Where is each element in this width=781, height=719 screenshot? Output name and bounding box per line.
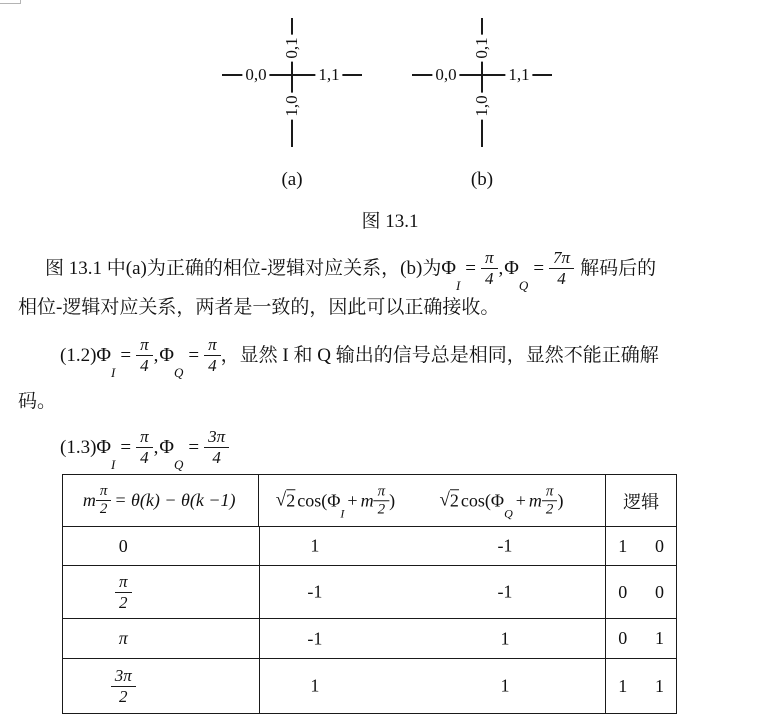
fraction: $\frac{\pi}{4}$ <box>204 335 221 375</box>
fraction: $\frac{7\pi}{4}$ <box>549 248 574 288</box>
cell-phase: π <box>63 619 260 658</box>
close-paren: ) <box>557 490 564 510</box>
cos-q-value: -1 <box>497 535 513 556</box>
paragraph-2-line-1 <box>60 332 659 381</box>
constellation-diagram-a <box>212 12 372 152</box>
equals-sign: = <box>188 344 200 366</box>
fraction: $\frac{\pi}{4}$ <box>136 427 153 467</box>
fraction: $\frac{\pi}{2}$ <box>96 483 112 519</box>
fraction: $\frac{\pi}{4}$ <box>481 248 498 288</box>
comma: , <box>498 257 504 279</box>
axis-label-left: 0,0 <box>242 65 269 85</box>
phi-symbol: Φ <box>441 257 456 279</box>
cell-logic: 0 0 <box>618 581 665 602</box>
cos-q-value: 1 <box>500 628 510 648</box>
cos-i-value: 1 <box>310 675 320 696</box>
cell-cos-values <box>260 659 607 713</box>
table-header-row <box>63 475 676 526</box>
cell-logic: 0 1 <box>618 628 665 648</box>
cell-phase <box>63 659 260 713</box>
phi-symbol: Φ <box>504 257 519 279</box>
sqrt-symbol: √ <box>275 489 287 511</box>
cos-i-value: -1 <box>307 581 323 602</box>
item-number: (1.3) <box>60 436 97 458</box>
equals-sign: = <box>120 344 132 366</box>
axis-label-bottom: 1,0 <box>472 92 492 119</box>
axis-label-right: 1,1 <box>315 65 342 85</box>
formula-phi-i-pi4 <box>441 247 574 294</box>
table-row <box>63 658 676 713</box>
subscript-i: I <box>111 365 116 381</box>
paragraph-text: ，显然 I 和 Q 输出的信号总是相同，显然不能正确解 <box>220 344 659 366</box>
equals-sign: = <box>188 436 200 458</box>
paragraph-3-line-1 <box>60 424 229 473</box>
header-cell-phase-diff <box>63 475 259 526</box>
axis-label-left: 0,0 <box>432 65 459 85</box>
phi-symbol: Φ <box>96 436 112 458</box>
plus-sign: + <box>515 490 526 510</box>
fraction: $\frac{3\pi}{4}$ <box>204 427 229 467</box>
cell-cos-values <box>260 566 607 618</box>
subscript-q: Q <box>174 457 184 473</box>
cos-text: cos( <box>460 490 491 510</box>
axis-label-top: 0,1 <box>282 34 302 61</box>
phi-symbol: Φ <box>159 344 174 366</box>
sqrt-symbol: √ <box>439 489 450 511</box>
header-formula-cos-i: √ 2 cos( Φ I + m $\frac{\pi}{2}$ ) <box>275 482 396 521</box>
table-row <box>63 618 676 658</box>
subscript-i: I <box>111 457 116 473</box>
table-row <box>63 526 676 565</box>
paragraph-text: 解码后的 <box>580 257 657 279</box>
close-paren: ) <box>389 490 396 510</box>
header-cell-cos-outputs <box>259 475 606 526</box>
plus-sign: + <box>347 490 358 510</box>
comma: , <box>153 344 159 366</box>
cos-q-value: 1 <box>500 675 510 696</box>
table-row <box>63 565 676 618</box>
fraction: $\frac{\pi}{4}$ <box>136 335 153 375</box>
cell-cos-values <box>260 619 607 658</box>
paragraph-1-line-2 <box>18 284 499 330</box>
constellation-diagram-b <box>402 12 562 152</box>
diagram-b-caption: (b) <box>470 169 494 190</box>
subscript-i: I <box>340 506 345 521</box>
formula-phi-i-phi-q <box>96 426 229 473</box>
cell-logic: 1 1 <box>618 675 665 696</box>
paragraph-text: 码。 <box>18 390 57 412</box>
fraction: $\frac{\pi}{2}$ <box>542 483 558 519</box>
item-number: (1.2) <box>60 344 97 366</box>
figure-caption: 图 13.1 <box>361 211 419 232</box>
phi-symbol: Φ <box>327 490 341 510</box>
axis-label-top: 0,1 <box>472 34 492 61</box>
fraction: $\frac{\pi}{2}$ <box>115 572 132 612</box>
cell-phase: 0 <box>63 527 260 565</box>
subscript-q: Q <box>504 506 513 521</box>
phi-symbol: Φ <box>96 344 112 366</box>
phi-symbol: Φ <box>159 436 174 458</box>
cos-i-value: 1 <box>310 535 320 556</box>
cell-phase <box>63 566 260 618</box>
comma: , <box>153 436 159 458</box>
equals-sign: = <box>465 257 477 279</box>
cell-logic: 1 0 <box>618 535 665 556</box>
header-formula-phase: m $\frac{\pi}{2}$ = θ(k) − θ(k −1) <box>82 482 236 517</box>
subscript-i: I <box>455 278 461 294</box>
cell-cos-values <box>260 527 607 565</box>
header-cell-logic: 逻辑 <box>623 491 660 512</box>
cos-i-value: -1 <box>307 628 323 648</box>
axis-label-bottom: 1,0 <box>282 92 302 119</box>
phi-symbol: Φ <box>490 490 505 510</box>
paragraph-2-line-2 <box>18 378 56 424</box>
cos-text: cos( <box>297 490 328 510</box>
fraction: $\frac{3\pi}{2}$ <box>111 666 136 706</box>
paragraph-text: 图 13.1 中(a)为正确的相位-逻辑对应关系，(b)为 <box>45 257 442 279</box>
diagram-a-caption: (a) <box>281 169 303 190</box>
paragraph-text: 相位-逻辑对应关系，两者是一致的，因此可以正确接收。 <box>18 296 500 318</box>
page-corner-mark <box>0 0 21 4</box>
equals-sign: = <box>120 436 132 458</box>
subscript-q: Q <box>518 278 529 294</box>
formula-phi-i-phi-q <box>96 334 220 381</box>
equals-sign: = <box>533 257 545 279</box>
axis-label-right: 1,1 <box>505 65 532 85</box>
fraction: $\frac{\pi}{2}$ <box>374 483 390 519</box>
logic-table <box>62 474 677 714</box>
header-formula-cos-q: √ 2 cos( Φ Q + m $\frac{\pi}{2}$ ) <box>439 482 564 521</box>
cos-q-value: -1 <box>497 581 513 602</box>
subscript-q: Q <box>174 365 184 381</box>
